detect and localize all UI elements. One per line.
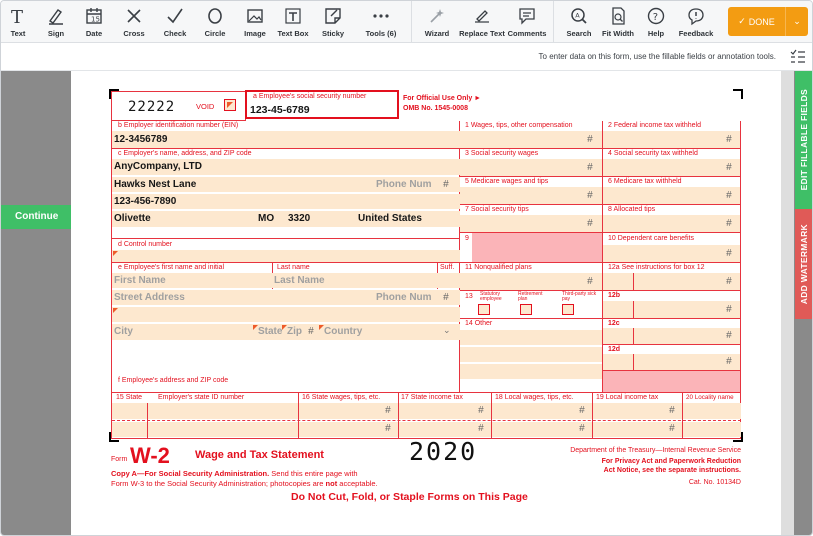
box1-input[interactable]: [460, 131, 602, 148]
tool-fit-width[interactable]: Fit Width: [599, 1, 637, 43]
employer-street[interactable]: Hawks Nest Lane: [114, 179, 197, 190]
tool-feedback[interactable]: Feedback: [677, 1, 715, 43]
box12b-input[interactable]: [603, 301, 740, 318]
box7-cell: 7 Social security tips #: [460, 205, 603, 233]
done-button[interactable]: [728, 7, 808, 36]
tool-circle[interactable]: Circle: [197, 1, 233, 43]
field-list-icon[interactable]: [789, 49, 806, 65]
box13-cell: 13 Statutory employee Retirement plan Third-party sick pay: [460, 291, 603, 319]
employer-phone-extra[interactable]: 123-456-7890: [114, 196, 177, 207]
sticky-icon: [323, 6, 343, 26]
chevron-down-icon[interactable]: ⌄: [443, 325, 451, 335]
box12a-cell: 12a See instructions for box 12 #: [603, 263, 741, 291]
box12b-cell: 12b #: [603, 291, 741, 319]
tool-sign[interactable]: Sign: [39, 1, 73, 43]
copy-a-line-2: Form W-3 to the Social Security Administration; photocopies are not acceptable.: [111, 479, 378, 488]
w2-title: W-2: [130, 443, 170, 468]
state-row-1[interactable]: [112, 403, 741, 419]
control-code: 22222: [128, 99, 176, 115]
tool-comments[interactable]: Comments: [507, 1, 547, 43]
box5-input[interactable]: [460, 187, 602, 204]
box7-input[interactable]: [460, 215, 602, 232]
tool-text-box[interactable]: Text Box: [275, 1, 311, 43]
required-marker: [113, 251, 118, 256]
employer-address-cell: c Employer's name, address, and ZIP code AnyCompany, LTD Hawks Nest Lane Phone Num # 123-456-7890 Olivette MO 3320 United States: [111, 149, 460, 239]
tool-help[interactable]: ? Help: [641, 1, 671, 43]
control-number-input[interactable]: [112, 250, 460, 262]
document-page: [71, 71, 781, 536]
svg-text:15: 15: [91, 15, 100, 24]
box14-input-2[interactable]: [460, 347, 602, 362]
void-checkbox[interactable]: [224, 99, 236, 111]
search-icon: [569, 6, 589, 26]
box4-cell: 4 Social security tax withheld #: [603, 149, 741, 177]
svg-text:A: A: [575, 11, 580, 20]
tool-text[interactable]: T Text: [3, 1, 33, 43]
first-name-input[interactable]: First Name: [114, 275, 166, 286]
replace-text-icon: [472, 6, 492, 26]
tool-check[interactable]: Check: [157, 1, 193, 43]
box8-cell: 8 Allocated tips #: [603, 205, 741, 233]
comments-icon: [517, 6, 537, 26]
hint-text: To enter data on this form, use the fillable fields or annotation tools.: [538, 52, 776, 61]
box6-cell: 6 Medicare tax withheld #: [603, 177, 741, 205]
state-row-2[interactable]: [112, 422, 741, 437]
box12d-cell: 12d #: [603, 345, 741, 371]
control-number-cell: d Control number: [111, 239, 460, 263]
ein-value[interactable]: 12-3456789: [114, 134, 168, 145]
employer-name[interactable]: AnyCompany, LTD: [114, 161, 202, 172]
circle-icon: [205, 6, 225, 26]
employer-phone-input[interactable]: Phone Num: [376, 179, 432, 190]
scroll-rail[interactable]: [781, 71, 794, 536]
date-icon: [84, 6, 104, 26]
document-viewport: [1, 71, 813, 536]
box10-input[interactable]: [603, 245, 740, 262]
box3-input[interactable]: [460, 159, 602, 176]
box12c-input[interactable]: [603, 328, 740, 344]
done-main-button[interactable]: ✓ DONE: [728, 7, 786, 36]
tool-sticky[interactable]: Sticky: [315, 1, 351, 43]
void-label: VOID: [196, 102, 215, 111]
box14-input-1[interactable]: [460, 330, 602, 345]
box11-cell: 11 Nonqualified plans #: [460, 263, 603, 291]
cross-icon: [124, 6, 144, 26]
ssn-box[interactable]: a Employee's social security number 123-45-6789: [245, 90, 399, 119]
svg-text:?: ?: [652, 12, 659, 23]
tool-more[interactable]: Tools (6): [359, 1, 403, 43]
text-icon: [8, 6, 28, 26]
retirement-checkbox[interactable]: [520, 304, 532, 315]
street-address-input[interactable]: Street Address: [114, 292, 185, 303]
ssn-value[interactable]: 123-45-6789: [250, 104, 310, 116]
box8-input[interactable]: [603, 215, 740, 232]
toolbar: [1, 1, 813, 43]
box11-input[interactable]: [460, 273, 602, 290]
control-code-cell: [111, 91, 246, 121]
more-tools-icon: [371, 6, 391, 26]
text-box-icon: [283, 6, 303, 26]
official-use-label: For Official Use Only ►: [403, 95, 482, 102]
add-watermark-tab[interactable]: ADD WATERMARK: [795, 209, 813, 319]
tool-search[interactable]: A Search: [561, 1, 597, 43]
checkmark-icon: ✓: [738, 16, 746, 26]
employee-cell: e Employee's first name and initial Last name Suff. First Name Last Name Street Address Phone Num # City State Zip # Country ⌄ f Employee's address and ZIP code: [111, 263, 460, 393]
toolbar-divider: [553, 1, 554, 43]
box9-cell: 9: [460, 233, 603, 263]
box14-cell: 14 Other: [460, 319, 603, 393]
crop-mark: [733, 89, 743, 99]
form-title: Wage and Tax Statement: [195, 449, 324, 461]
hint-bar: [1, 43, 813, 71]
box12-pink-cell: [603, 371, 741, 393]
sick-pay-checkbox[interactable]: [562, 304, 574, 315]
state-rows: 15 State Employer's state ID number 16 State wages, tips, etc. 17 State income tax 18 Local wages, tips, etc. 19 Local income tax 20 Locality name # # # # # # # #: [111, 393, 741, 439]
required-marker: [113, 308, 118, 313]
check-icon: [165, 6, 185, 26]
employer-city[interactable]: Olivette: [114, 213, 151, 224]
employee-phone-input[interactable]: Phone Num: [376, 292, 432, 303]
toolbar-divider: [411, 1, 412, 43]
box6-input[interactable]: [603, 187, 740, 204]
required-marker: [227, 102, 233, 108]
employer-country[interactable]: United States: [358, 213, 422, 224]
svg-text:T: T: [11, 7, 24, 26]
box2-cell: 2 Federal income tax withheld #: [603, 121, 741, 149]
box12c-cell: 12c #: [603, 319, 741, 345]
country-select[interactable]: Country: [324, 326, 363, 337]
box12a-input[interactable]: [603, 273, 740, 290]
omb-number: OMB No. 1545-0008: [403, 105, 468, 112]
box14-input-3[interactable]: [460, 364, 602, 379]
done-dropdown-chevron-icon[interactable]: ⌄: [793, 16, 801, 26]
tool-replace-text[interactable]: Replace Text: [457, 1, 507, 43]
tool-wizard[interactable]: Wizard: [419, 1, 455, 43]
box3-cell: 3 Social security wages #: [460, 149, 603, 177]
copy-a-line-1: Copy A—For Social Security Administration. Send this entire page with: [111, 469, 358, 478]
continue-button[interactable]: Continue: [1, 205, 83, 229]
box1-cell: 1 Wages, tips, other compensation #: [460, 121, 603, 149]
statutory-checkbox[interactable]: [478, 304, 490, 315]
employer-state[interactable]: MO: [258, 213, 275, 224]
tool-date[interactable]: 15 Date: [77, 1, 111, 43]
box4-input[interactable]: [603, 159, 740, 176]
last-name-input[interactable]: Last Name: [274, 275, 325, 286]
box2-input[interactable]: [603, 131, 740, 148]
tax-year: 2020: [409, 437, 478, 466]
wizard-icon: [427, 6, 447, 26]
fit-width-icon: [608, 6, 628, 26]
help-icon: [646, 6, 666, 26]
employer-zip[interactable]: 3320: [288, 213, 311, 224]
zip-input[interactable]: Zip: [287, 326, 302, 337]
city-input[interactable]: City: [114, 326, 133, 337]
form-footer: Form W-2 Wage and Tax Statement 2020 Department of the Treasury—Internal Revenue Service For Privacy Act and Paperwork Reduction Act Notice, see the separate instructions. Copy A—For Social Security Administration. Send this entire page with Form W-3 to the Social Security Administration; photocopies are not acceptable. Cat. No. 10134D Do Not Cut, Fold, or Staple Forms on This Page: [111, 437, 741, 503]
sign-icon: [46, 6, 66, 26]
tool-image[interactable]: Image: [237, 1, 273, 43]
box10-cell: 10 Dependent care benefits #: [603, 233, 741, 263]
box5-cell: 5 Medicare wages and tips #: [460, 177, 603, 205]
do-not-cut-notice: Do Not Cut, Fold, or Staple Forms on This Page: [291, 491, 528, 503]
ein-cell: b Employer identification number (EIN) 12-3456789: [111, 121, 460, 149]
state-input[interactable]: State: [258, 326, 283, 337]
feedback-icon: [686, 6, 706, 26]
box12d-input[interactable]: [603, 354, 740, 370]
edit-fillable-fields-tab[interactable]: EDIT FILLABLE FIELDS: [795, 71, 813, 209]
tool-cross[interactable]: Cross: [115, 1, 153, 43]
image-icon: [245, 6, 265, 26]
